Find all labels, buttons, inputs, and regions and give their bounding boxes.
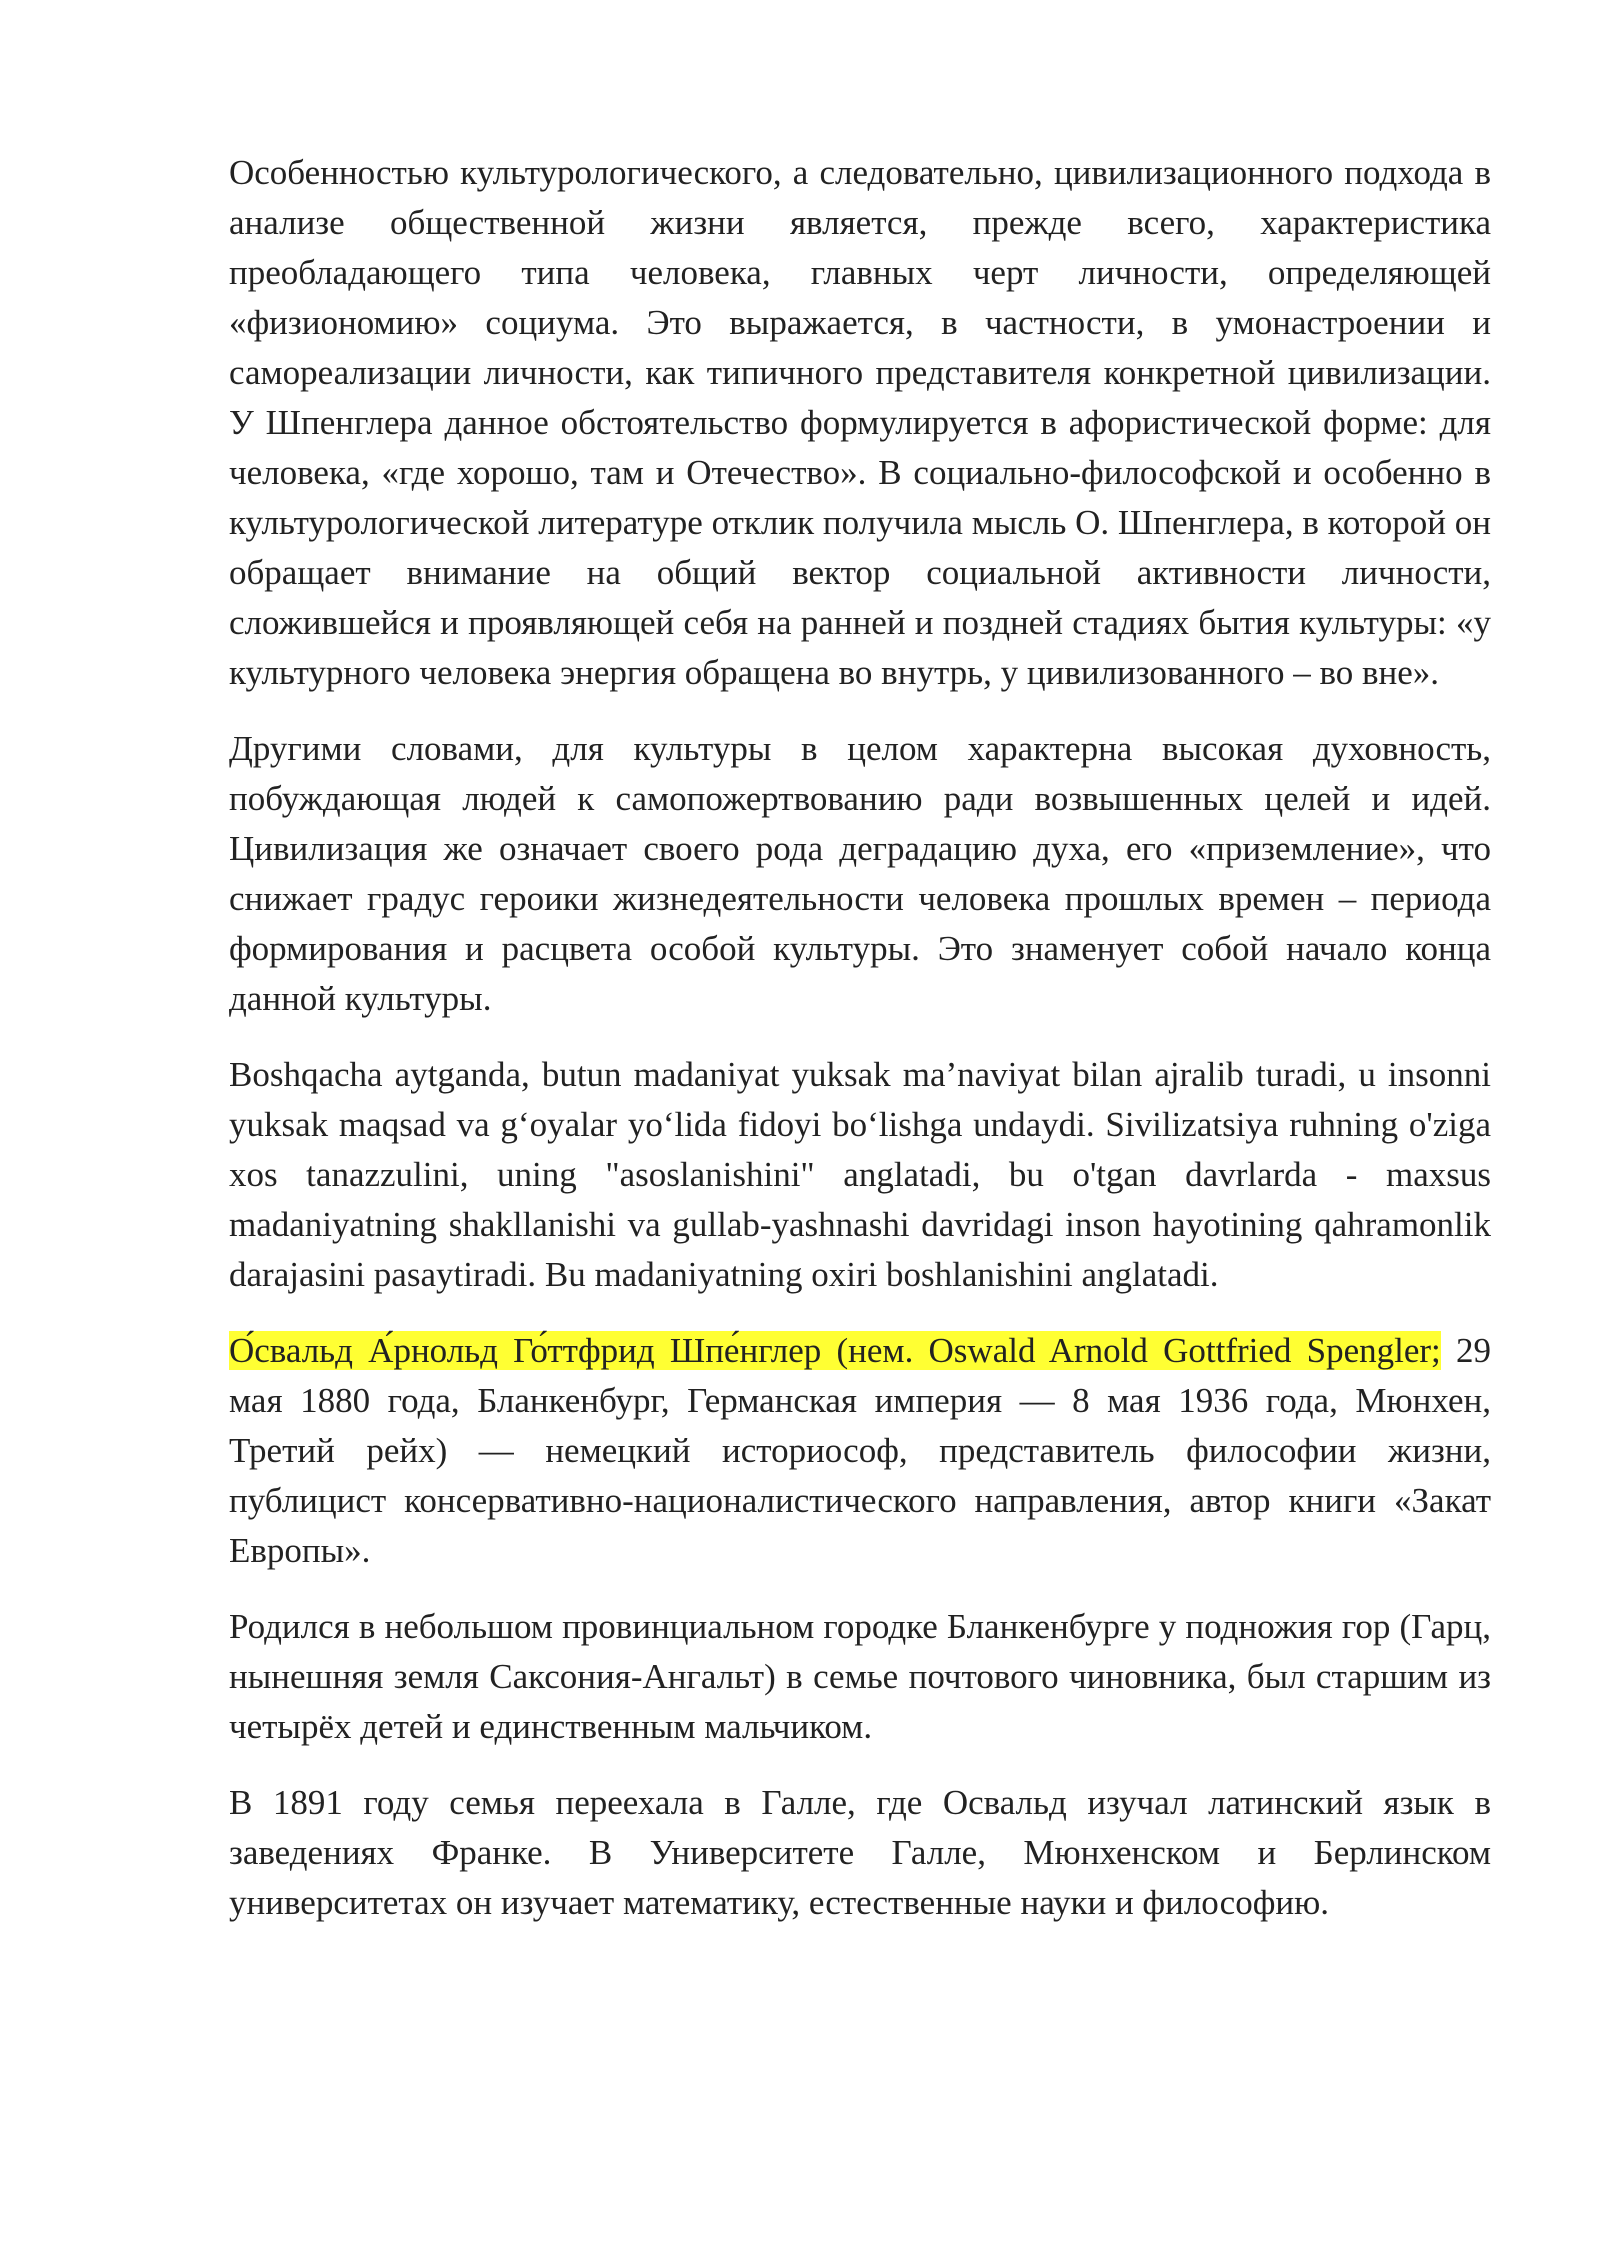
bio-text: 29 мая 1880 года, Бланкенбург, Германская империя — 8 мая 1936 года, Мюнхен, Третий рейх) — немецкий историософ, представитель философии жизни, публицист консервативно-националистического направления, автор книги «Закат Европы».: [229, 1331, 1491, 1570]
paragraph-spengler-bio: [229, 1326, 1491, 1576]
paragraph-culture-spirituality: Другими словами, для культуры в целом характерна высокая духовность, побуждающая людей к самопожертвованию ради возвышенных целей и идей. Цивилизация же означает своего рода деградацию духа, его «приземление», что снижает градус героики жизнедеятельности человека прошлых времен – периода формирования и расцвета особой культуры. Это знаменует собой начало конца данной культуры.: [229, 729, 1491, 1018]
paragraph-birth: Родился в небольшом провинциальном городке Бланкенбурге у подножия гор (Гарц, нынешняя земля Саксония-Ангальт) в семье почтового чиновника, был старшим из четырёх детей и единственным мальчиком.: [229, 1607, 1491, 1746]
highlighted-name: О́свальд А́рнольд Го́ттфрид Шпе́нглер (нем. Oswald Arnold Gottfried Spengler;: [229, 1331, 1441, 1370]
paragraph-civilizational-approach: Особенностью культурологического, а следовательно, цивилизационного подхода в анализе общественной жизни является, прежде всего, характеристика преобладающего типа человека, главных черт личности, определяющей «физиономию» социума. Это выражается, в частности, в умонастроении и самореализации личности, как типичного представителя конкретной цивилизации. У Шпенглера данное обстоятельство формулируется в афористической форме: для человека, «где хорошо, там и Отечество». В социально-философской и особенно в культурологической литературе отклик получила мысль О. Шпенглера, в которой он обращает внимание на общий вектор социальной активности личности, сложившейся и проявляющей себя на ранней и поздней стадиях бытия культуры: «у культурного человека энергия обращена во внутрь, у цивилизованного – во вне».: [229, 153, 1491, 692]
paragraph-uzbek-translation: Boshqacha aytganda, butun madaniyat yuksak ma’naviyat bilan ajralib turadi, u insonni yuksak maqsad va g‘oyalar yo‘lida fidoyi bo‘lishga undaydi. Sivilizatsiya ruhning o'ziga xos tanazzulini, uning "asoslanishini" anglatadi, bu o'tgan davrlarda - maxsus madaniyatning shakllanishi va gullab-yashnashi davridagi inson hayotining qahramonlik darajasini pasaytiradi. Bu madaniyatning oxiri boshlanishini anglatadi.: [229, 1055, 1491, 1294]
paragraph-education: В 1891 году семья переехала в Галле, где Освальд изучал латинский язык в заведениях Франке. В Университете Галле, Мюнхенском и Берлинском университетах он изучает математику, естественные науки и философию.: [229, 1783, 1491, 1922]
document-page: [229, 148, 1491, 1954]
